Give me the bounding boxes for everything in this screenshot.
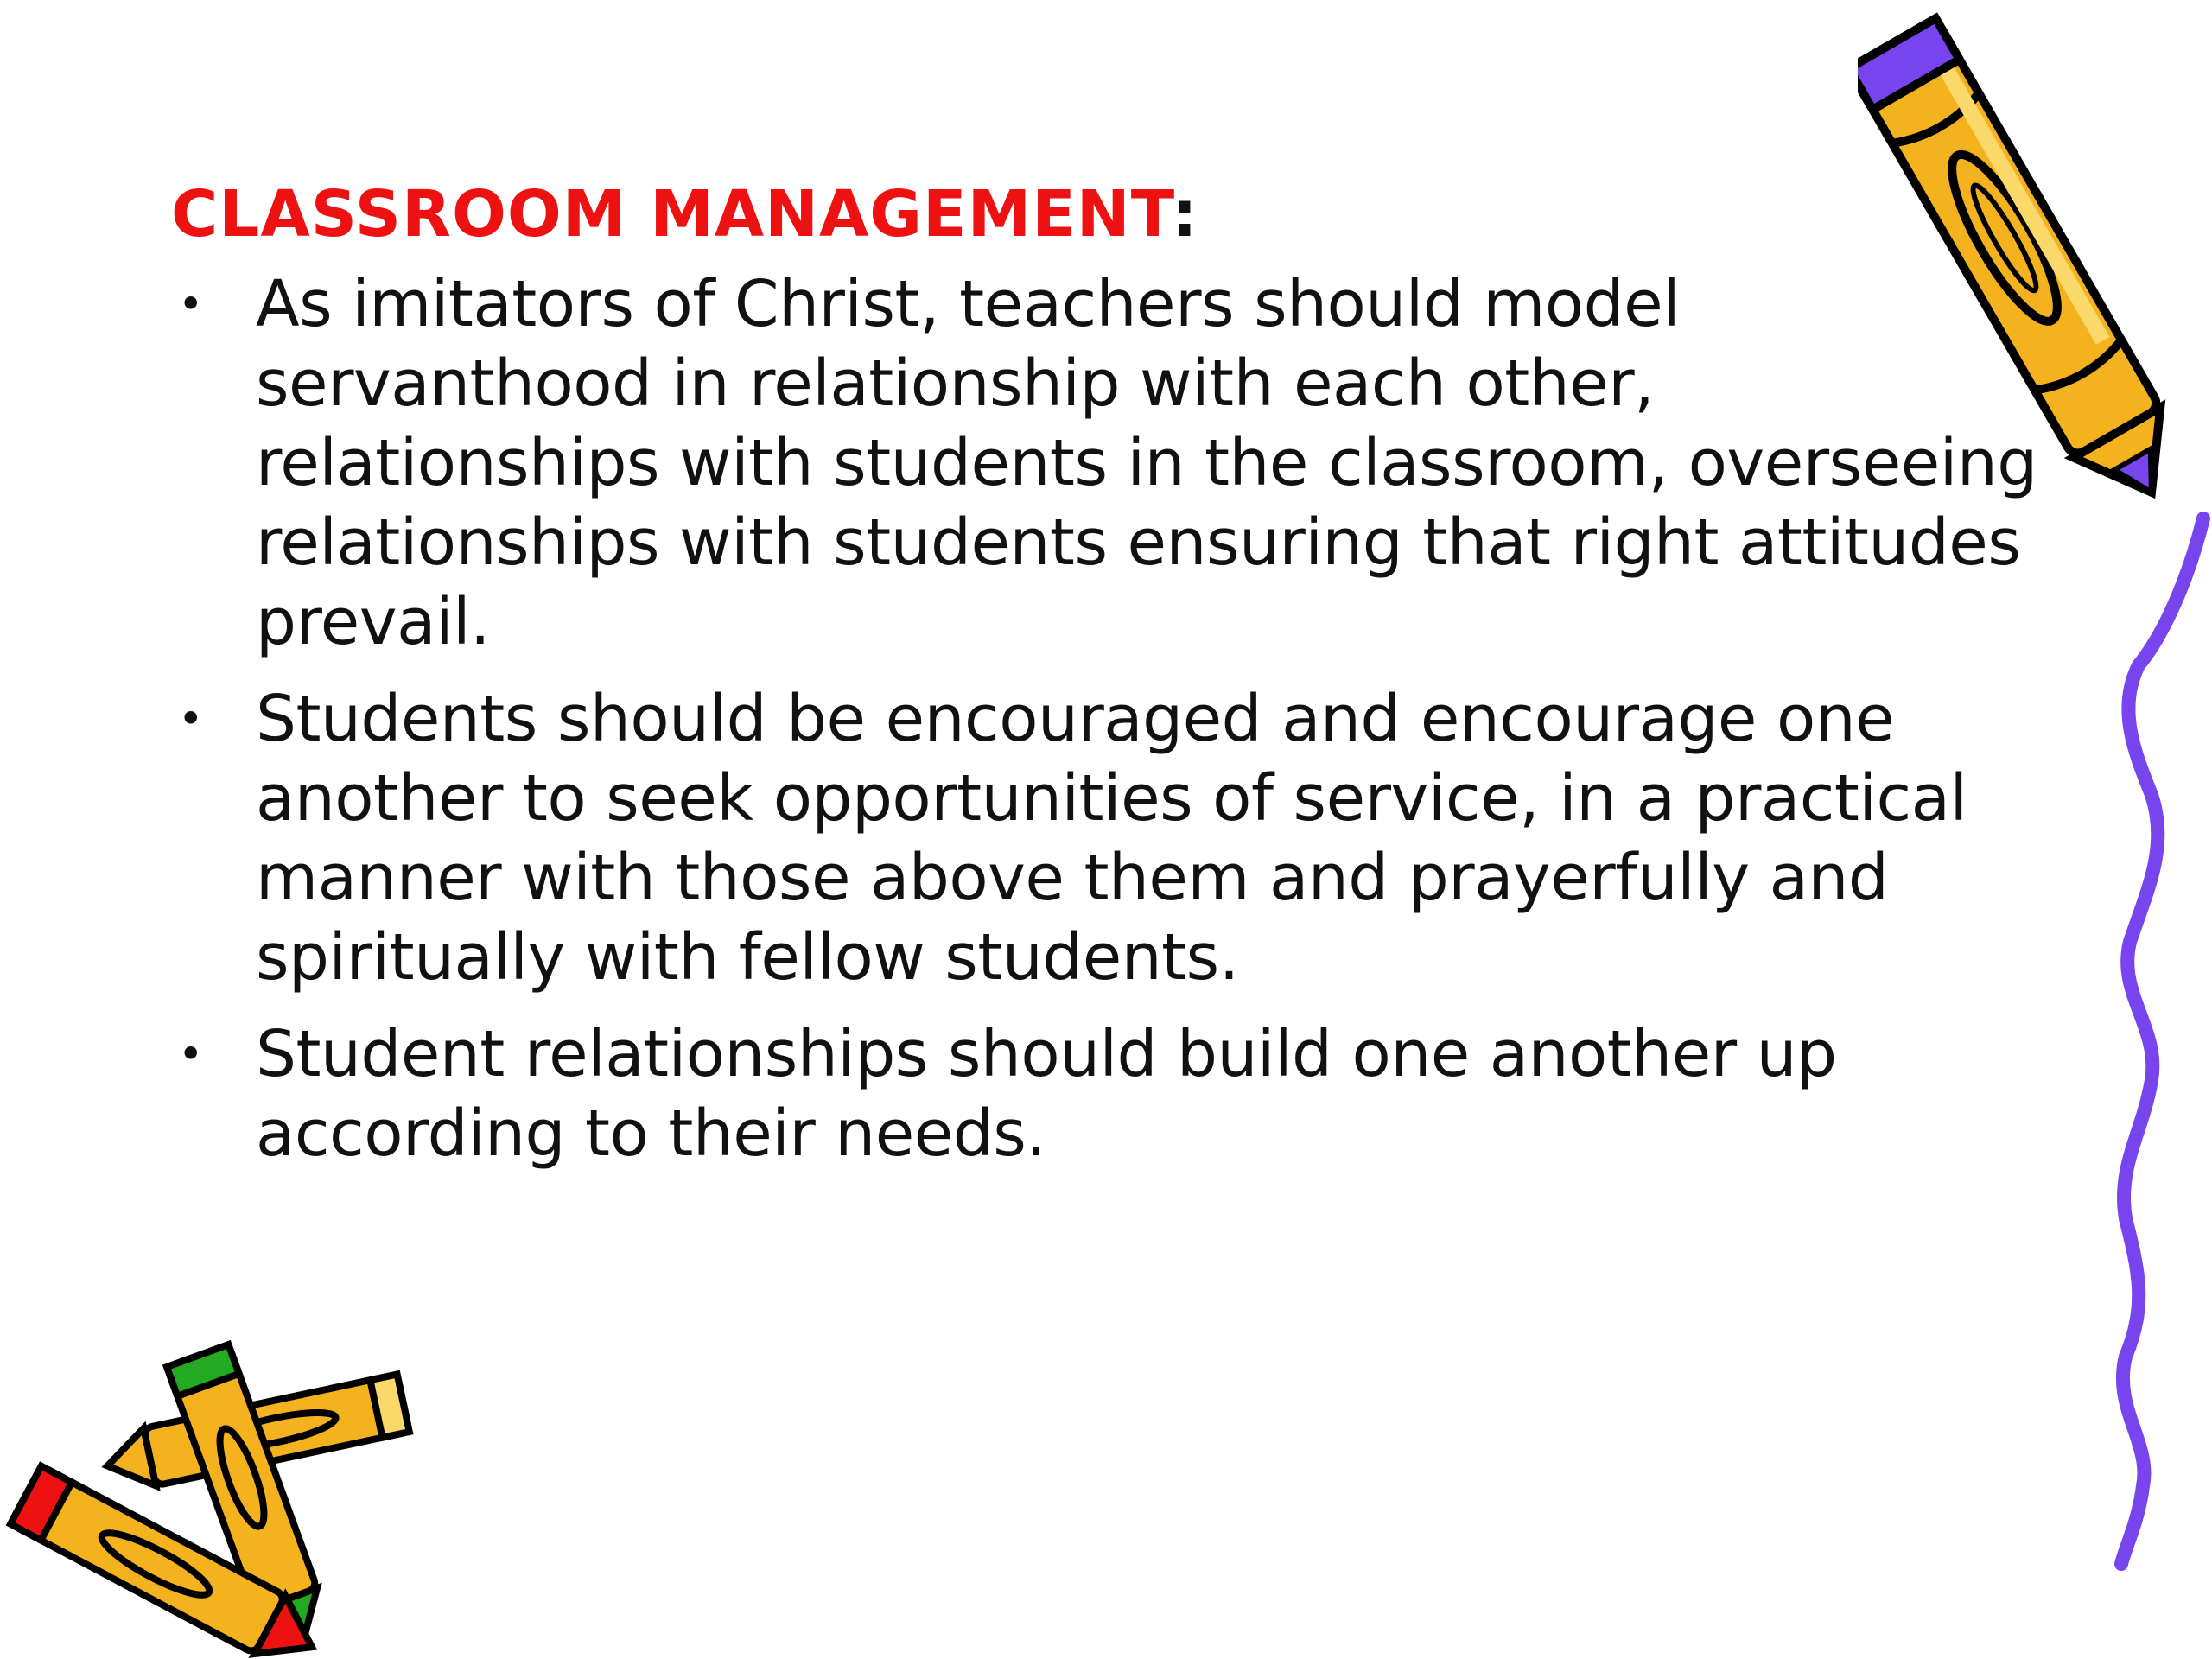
title-colon: : [1172,177,1198,251]
bullet-text: Students should be encouraged and encourage one another to seek opportunities of service, in a practical manner with those above them and prayerfully and spiritually with fellow students. [256,682,1967,995]
bullet-item [171,679,2037,997]
squiggle-line [2100,510,2212,1573]
bullet-list [171,264,2037,1173]
title-text: CLASSROOM MANAGEMENT [171,177,1173,251]
bullet-item [171,1014,2037,1173]
crayons-icon [0,1339,449,1659]
bullet-dot: • [178,279,203,329]
bullet-dot: • [178,1029,203,1079]
bullet-dot: • [178,694,203,744]
bullet-text: Student relationships should build one another up according to their needs. [256,1017,1837,1171]
crayon-icon [1858,0,2186,536]
bullet-text: As imitators of Christ, teachers should model servanthood in relationship with each other, relationships with students in the classroom, overseeing relationships with students ensuring that right attitudes prevail. [256,267,2037,659]
bullet-item [171,264,2037,662]
slide-content [171,171,2037,1191]
slide-title [171,171,2037,257]
